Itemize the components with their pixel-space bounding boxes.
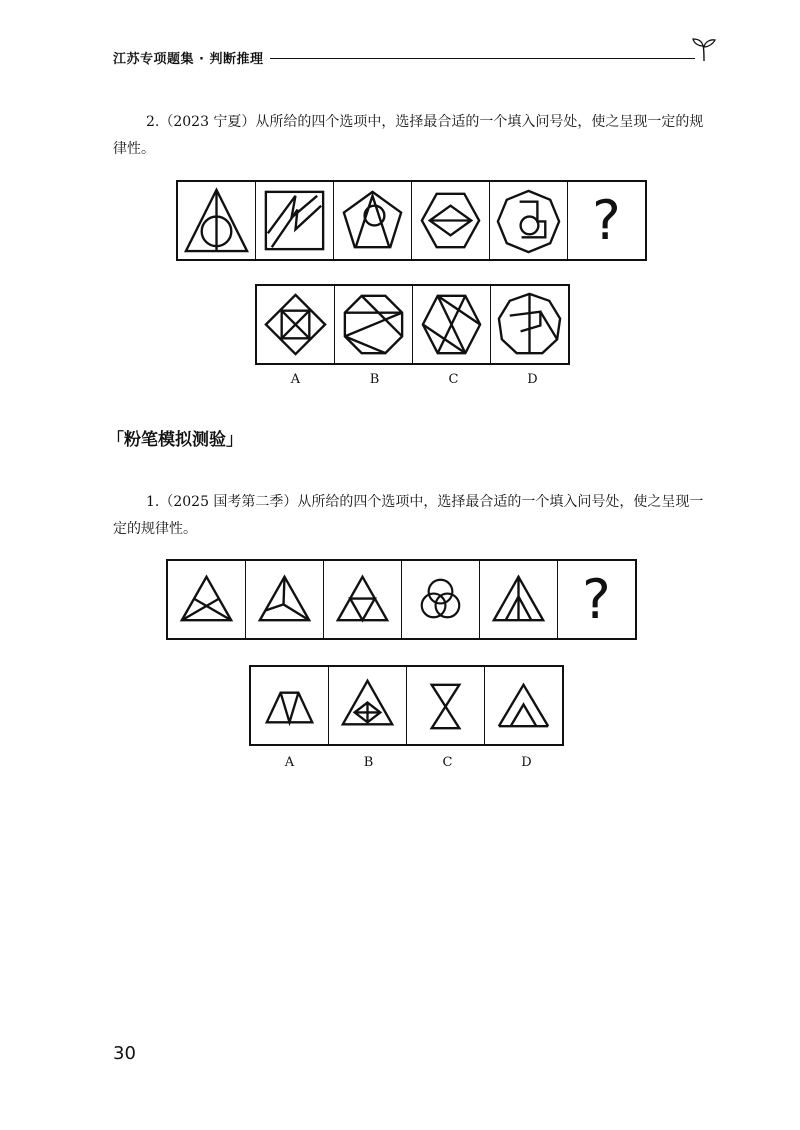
q2-question-mark-cell <box>567 182 645 259</box>
option-label-a[interactable]: A <box>290 372 301 387</box>
question-1-text: 1.（2025 国考第二季）从所给的四个选项中，选择最合适的一个填入问号处，使之呈现一定的规律性。 <box>113 494 704 537</box>
question-mark: ? <box>592 189 621 252</box>
q1-option-a-figure[interactable] <box>251 667 328 744</box>
option-label-d[interactable]: D <box>521 755 532 770</box>
option-label-a[interactable]: A <box>284 755 295 770</box>
header-rule <box>270 58 695 59</box>
question-1-options <box>249 665 564 746</box>
q2-figure-5 <box>489 182 567 259</box>
q1-figure-4 <box>401 561 479 638</box>
q1-figure-3 <box>323 561 401 638</box>
q2-figure-1 <box>178 182 255 259</box>
q1-option-labels <box>250 755 566 770</box>
q1-figure-5 <box>479 561 557 638</box>
option-label-d[interactable]: D <box>527 372 538 387</box>
q1-option-b-figure[interactable] <box>328 667 406 744</box>
q2-figure-4 <box>411 182 489 259</box>
q2-option-d-figure[interactable] <box>490 286 568 363</box>
q2-figure-3 <box>333 182 411 259</box>
question-2-options <box>255 284 570 365</box>
option-label-b[interactable]: B <box>363 755 374 770</box>
q2-option-a-figure[interactable] <box>257 286 334 363</box>
page-number: 30 <box>113 1043 136 1064</box>
q1-option-c-figure[interactable] <box>406 667 484 744</box>
q2-option-labels <box>256 372 572 387</box>
question-mark: ? <box>582 568 611 631</box>
section-title: 「粉笔模拟测验」 <box>107 430 243 450</box>
q2-option-b-figure[interactable] <box>334 286 412 363</box>
question-2-text: 2.（2023 宁夏）从所给的四个选项中，选择最合适的一个填入问号处，使之呈现一定的规律性。 <box>113 114 704 157</box>
option-label-c[interactable]: C <box>442 755 453 770</box>
q1-option-d-figure[interactable] <box>484 667 562 744</box>
question-2-sequence <box>176 180 647 261</box>
question-1-sequence <box>166 559 637 640</box>
q1-question-mark-cell <box>557 561 635 638</box>
q1-figure-2 <box>245 561 323 638</box>
q1-figure-1 <box>168 561 245 638</box>
q2-figure-2 <box>255 182 333 259</box>
option-label-c[interactable]: C <box>448 372 459 387</box>
sprout-icon <box>690 35 718 63</box>
running-header: 江苏专项题集 · 判断推理 <box>113 52 264 67</box>
q2-option-c-figure[interactable] <box>412 286 490 363</box>
option-label-b[interactable]: B <box>369 372 380 387</box>
